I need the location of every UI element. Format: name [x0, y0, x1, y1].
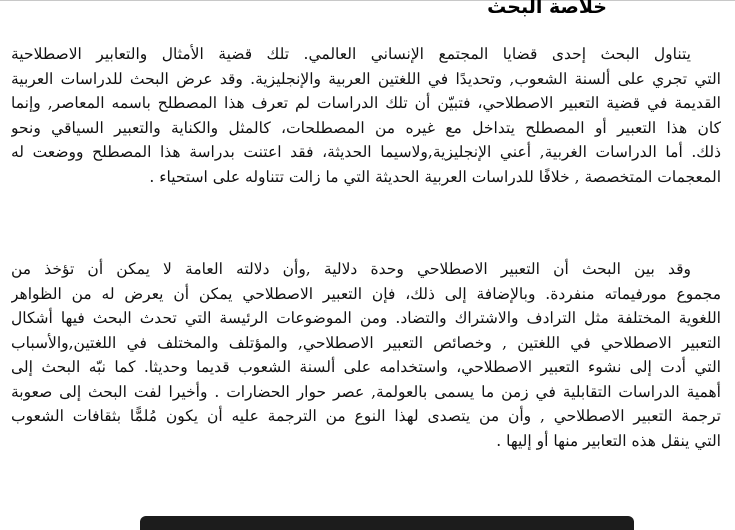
text-line: اللغوية المختلفة مثل الترادف والاشتراك والتضاد. ومن الموضوعات الرئيسة التي تحدث البحث فيها أشكال: [11, 309, 721, 327]
text-line: التي تجري على ألسنة الشعوب, وتحديدًا في اللغتين العربية والإنجليزية. وقد عرض البحث للدراسات العربية: [11, 69, 721, 88]
section-title: خلاصة البحث: [487, 0, 607, 18]
text-line: مجموع مورفيماته منفردة. وبالإضافة إلى ذلك، فإن التعبير الاصطلاحي يمكن أن يعرض له من الظواهر: [11, 284, 721, 303]
bottom-toolbar-overlay[interactable]: [140, 516, 634, 530]
text-line: التي أدت إلى نشوء التعبير الاصطلاحي، واستخدامه على ألسنة الشعوب قديما وحديثا. كما نبّه البحث إلى: [11, 358, 721, 376]
text-line: كان هذا التعبير أو المصطلح يتداخل مع غيره من المصطلحات، كالمثل والكناية والتعبير السياقي ونحو: [11, 118, 721, 137]
text-line: ذلك. أما الدراسات الغربية, أعني الإنجليزية,ولاسيما الحديثة، فقد اعتنت بدراسة هذا المصطلح ووضعت له: [11, 143, 721, 161]
text-line: أهمية الدراسات التقابلية في زمن ما يسمى بالعولمة, عصر حوار الحضارات . وأخيرا لفت البحث إلى صعوبة: [11, 382, 721, 401]
abstract-paragraph-2: [11, 257, 721, 453]
text-line: المعجمات المتخصصة , خلافًا للدراسات العربية الحديثة التي ما زالت تتناوله على استحياء .: [149, 167, 721, 186]
text-line: التعبير الاصطلاحي في اللغتين , وخصائص التعبير الاصطلاحي, والمؤتلف والمختلف في اللغتين,والأسباب: [11, 333, 721, 352]
text-line: التي ينقل هذه التعابير منها أو إليها .: [496, 431, 721, 450]
text-line: وقد بين البحث أن التعبير الاصطلاحي وحدة دلالية ,وأن دلالته العامة لا يمكن أن تؤخذ من: [11, 260, 691, 278]
text-line: ترجمة التعبير الاصطلاحي , وأن من يتصدى لهذا النوع من الترجمة عليه أن يكون مُلمًّا بثقافات الشعوب: [11, 407, 721, 425]
abstract-paragraph-1: [11, 42, 721, 189]
text-line: القديمة في قضية التعبير الاصطلاحي، فتبيّن أن تلك الدراسات لم تعرف هذا المصطلح باسمه المعاصر, وإنما: [11, 94, 721, 112]
text-line: يتناول البحث إحدى قضايا المجتمع الإنساني العالمي. تلك قضية الأمثال والتعابير الاصطلاحية: [11, 45, 691, 63]
